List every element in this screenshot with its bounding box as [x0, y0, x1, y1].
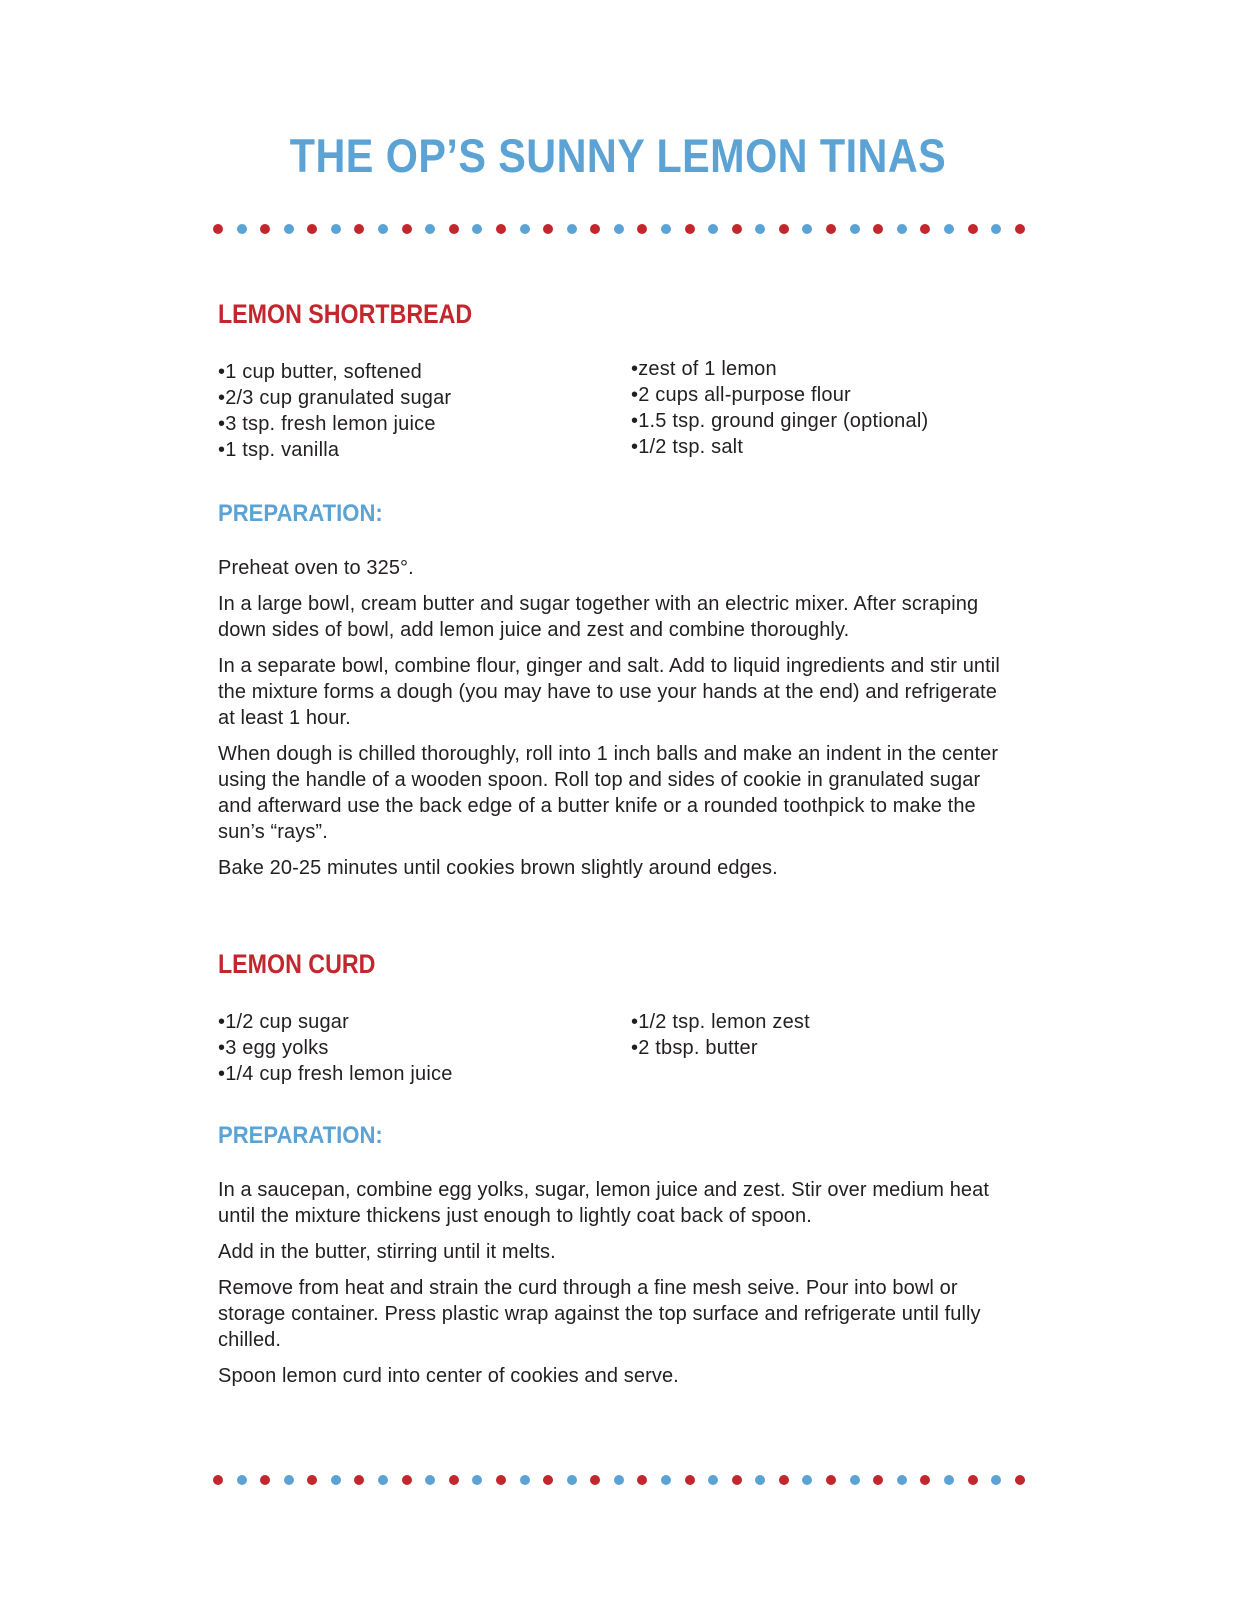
divider-dot	[237, 1475, 247, 1485]
ingredient-item: • 1 cup butter, softened	[218, 359, 451, 385]
divider-dot	[402, 1475, 412, 1485]
divider-dot	[284, 1475, 294, 1485]
ingredient-item: • 2 cups all-purpose flour	[631, 382, 928, 408]
divider-dot	[213, 224, 223, 234]
divider-dot	[873, 1475, 883, 1485]
preparation-step: Add in the butter, stirring until it melts.	[218, 1241, 556, 1263]
ingredient-item: • 1/2 cup sugar	[218, 1009, 453, 1035]
ingredient-item: • zest of 1 lemon	[631, 356, 928, 382]
divider-dot	[991, 1475, 1001, 1485]
divider-dot	[590, 1475, 600, 1485]
divider-dot	[402, 224, 412, 234]
preparation-step: In a large bowl, cream butter and sugar together with an electric mixer. After scraping down sides of bowl, add lemon juice and zest and combine thoroughly.	[218, 593, 979, 641]
divider-dot	[449, 1475, 459, 1485]
divider-dot	[378, 1475, 388, 1485]
divider-dot	[944, 224, 954, 234]
preparation-step: Preheat oven to 325°.	[218, 557, 414, 579]
page-title: THE OP’S SUNNY LEMON TINAS	[289, 129, 947, 182]
divider-dot	[897, 1475, 907, 1485]
divider-dot	[944, 1475, 954, 1485]
divider-dot	[378, 224, 388, 234]
divider-dot	[779, 224, 789, 234]
curd-ingredients-left	[218, 1009, 453, 1087]
divider-dot	[826, 224, 836, 234]
divider-dot	[543, 224, 553, 234]
ingredient-item: • 1/4 cup fresh lemon juice	[218, 1061, 453, 1087]
divider-dot	[661, 224, 671, 234]
divider-dot	[567, 224, 577, 234]
divider-dot	[354, 224, 364, 234]
ingredient-item: • 1.5 tsp. ground ginger (optional)	[631, 408, 928, 434]
divider-dot	[496, 224, 506, 234]
divider-dot	[661, 1475, 671, 1485]
divider-dot	[472, 224, 482, 234]
divider-dot	[425, 1475, 435, 1485]
ingredient-item: • 1/2 tsp. lemon zest	[631, 1009, 810, 1035]
divider-dot	[991, 224, 1001, 234]
curd-ingredients-right	[631, 1009, 810, 1061]
shortbread-ingredients-left	[218, 359, 451, 463]
divider-dot	[920, 224, 930, 234]
preparation-step: Bake 20-25 minutes until cookies brown slightly around edges.	[218, 857, 778, 879]
divider-dot	[237, 224, 247, 234]
divider-dot	[732, 224, 742, 234]
divider-dot	[685, 1475, 695, 1485]
ingredient-item: • 2/3 cup granulated sugar	[218, 385, 451, 411]
ingredient-item: • 2 tbsp. butter	[631, 1035, 810, 1061]
curd-heading: LEMON CURD	[218, 949, 376, 979]
divider-dot	[614, 224, 624, 234]
divider-dot	[331, 224, 341, 234]
divider-dot	[637, 1475, 647, 1485]
divider-dot	[354, 1475, 364, 1485]
ingredient-item: • 1/2 tsp. salt	[631, 434, 928, 460]
divider-dot	[449, 224, 459, 234]
divider-dot	[968, 224, 978, 234]
divider-dot	[685, 224, 695, 234]
shortbread-preparation-heading: PREPARATION:	[218, 500, 383, 527]
divider-dot	[213, 1475, 223, 1485]
shortbread-ingredients-right	[631, 356, 928, 460]
divider-dot	[260, 1475, 270, 1485]
divider-dot	[520, 1475, 530, 1485]
top-dot-divider	[213, 222, 1025, 236]
curd-preparation-heading: PREPARATION:	[218, 1122, 383, 1149]
divider-dot	[968, 1475, 978, 1485]
preparation-step: When dough is chilled thoroughly, roll into 1 inch balls and make an indent in the center using the handle of a wooden spoon. Roll top and sides of cookie in granulated sugar and afterward use the back edge of a butter knife or a rounded toothpick to make the sun’s “rays”.	[218, 743, 999, 843]
divider-dot	[567, 1475, 577, 1485]
divider-dot	[850, 224, 860, 234]
divider-dot	[260, 224, 270, 234]
preparation-step: Spoon lemon curd into center of cookies and serve.	[218, 1365, 679, 1387]
divider-dot	[331, 1475, 341, 1485]
divider-dot	[496, 1475, 506, 1485]
divider-dot	[590, 224, 600, 234]
divider-dot	[755, 1475, 765, 1485]
divider-dot	[472, 1475, 482, 1485]
divider-dot	[755, 224, 765, 234]
divider-dot	[637, 224, 647, 234]
divider-dot	[708, 224, 718, 234]
ingredient-item: • 1 tsp. vanilla	[218, 437, 451, 463]
shortbread-steps	[218, 555, 1018, 891]
ingredient-item: • 3 egg yolks	[218, 1035, 453, 1061]
divider-dot	[826, 1475, 836, 1485]
divider-dot	[897, 224, 907, 234]
divider-dot	[873, 224, 883, 234]
divider-dot	[284, 224, 294, 234]
ingredient-item: • 3 tsp. fresh lemon juice	[218, 411, 451, 437]
divider-dot	[920, 1475, 930, 1485]
divider-dot	[802, 1475, 812, 1485]
divider-dot	[614, 1475, 624, 1485]
divider-dot	[307, 224, 317, 234]
divider-dot	[1015, 224, 1025, 234]
divider-dot	[520, 224, 530, 234]
divider-dot	[850, 1475, 860, 1485]
preparation-step: In a saucepan, combine egg yolks, sugar, lemon juice and zest. Stir over medium heat until the mixture thickens just enough to lightly coat back of spoon.	[218, 1179, 990, 1227]
divider-dot	[802, 224, 812, 234]
shortbread-heading: LEMON SHORTBREAD	[218, 299, 473, 329]
bottom-dot-divider	[213, 1473, 1025, 1487]
divider-dot	[732, 1475, 742, 1485]
divider-dot	[543, 1475, 553, 1485]
divider-dot	[1015, 1475, 1025, 1485]
divider-dot	[779, 1475, 789, 1485]
preparation-step: Remove from heat and strain the curd through a fine mesh seive. Pour into bowl or storage container. Press plastic wrap against the top surface and refrigerate until fully chilled.	[218, 1277, 981, 1351]
divider-dot	[425, 224, 435, 234]
divider-dot	[708, 1475, 718, 1485]
preparation-step: In a separate bowl, combine flour, ginger and salt. Add to liquid ingredients and stir until the mixture forms a dough (you may have to use your hands at the end) and refrigerate at least 1 hour.	[218, 655, 1000, 729]
curd-steps	[218, 1177, 1018, 1399]
divider-dot	[307, 1475, 317, 1485]
